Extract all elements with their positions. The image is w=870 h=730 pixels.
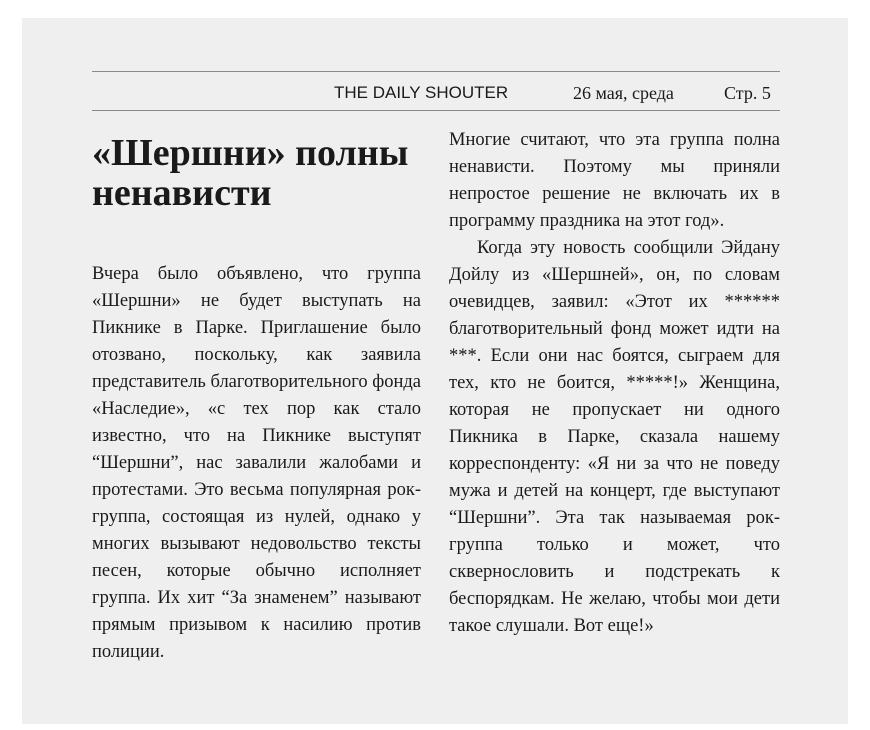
page-number: Стр. 5 bbox=[724, 83, 771, 103]
article-paragraph: Многие считают, что эта группа полна ненависти. Поэтому мы приняли непростое решение не включать их в программу праздника на этот год». bbox=[449, 130, 780, 231]
article-paragraph: Когда эту новость сообщили Эйдану Дойлу из «Шершней», он, по словам очевидцев, заявил: «Этот их ****** благотворительный фонд может идти на ***. Если они нас боятся, сыграем для тех, кто не боится, *****!» Женщина, которая не пропускает ни одного Пикника в Парке, сказала нашему корреспонденту: «Я ни за что не поведу мужа и детей на концерт, где выступают “Шершни”. Эта так называемая рок-группа только и может, что сквернословить и подстрекать к беспорядкам. Не желаю, чтобы мои дети такое слушали. Вот еще!» bbox=[449, 238, 780, 636]
article-column-left bbox=[92, 261, 421, 666]
article-paragraph: Вчера было объявлено, что группа «Шершни» не будет выступать на Пикнике в Парке. Приглашение было отозвано, поскольку, как заявила представитель благотворительного фонда «Наследие», «с тех пор как стало известно, что на Пикнике выступят “Шершни”, нас завалили жалобами и протестами. Это весьма популярная рок-группа, состоящая из нулей, однако у многих вызывают недовольство тексты песен, которые обычно исполняет группа. Их хит “За знаменем” называют прямым призывом к насилию против полиции. bbox=[92, 264, 421, 662]
newspaper-page bbox=[22, 18, 848, 724]
article-column-right bbox=[449, 127, 780, 640]
header-top-rule bbox=[92, 71, 780, 72]
newspaper-name: THE DAILY SHOUTER bbox=[334, 83, 509, 102]
header-bottom-rule bbox=[92, 110, 780, 111]
issue-date: 26 мая, среда bbox=[573, 83, 674, 103]
article-headline: «Шершни» полны ненависти bbox=[92, 132, 409, 214]
